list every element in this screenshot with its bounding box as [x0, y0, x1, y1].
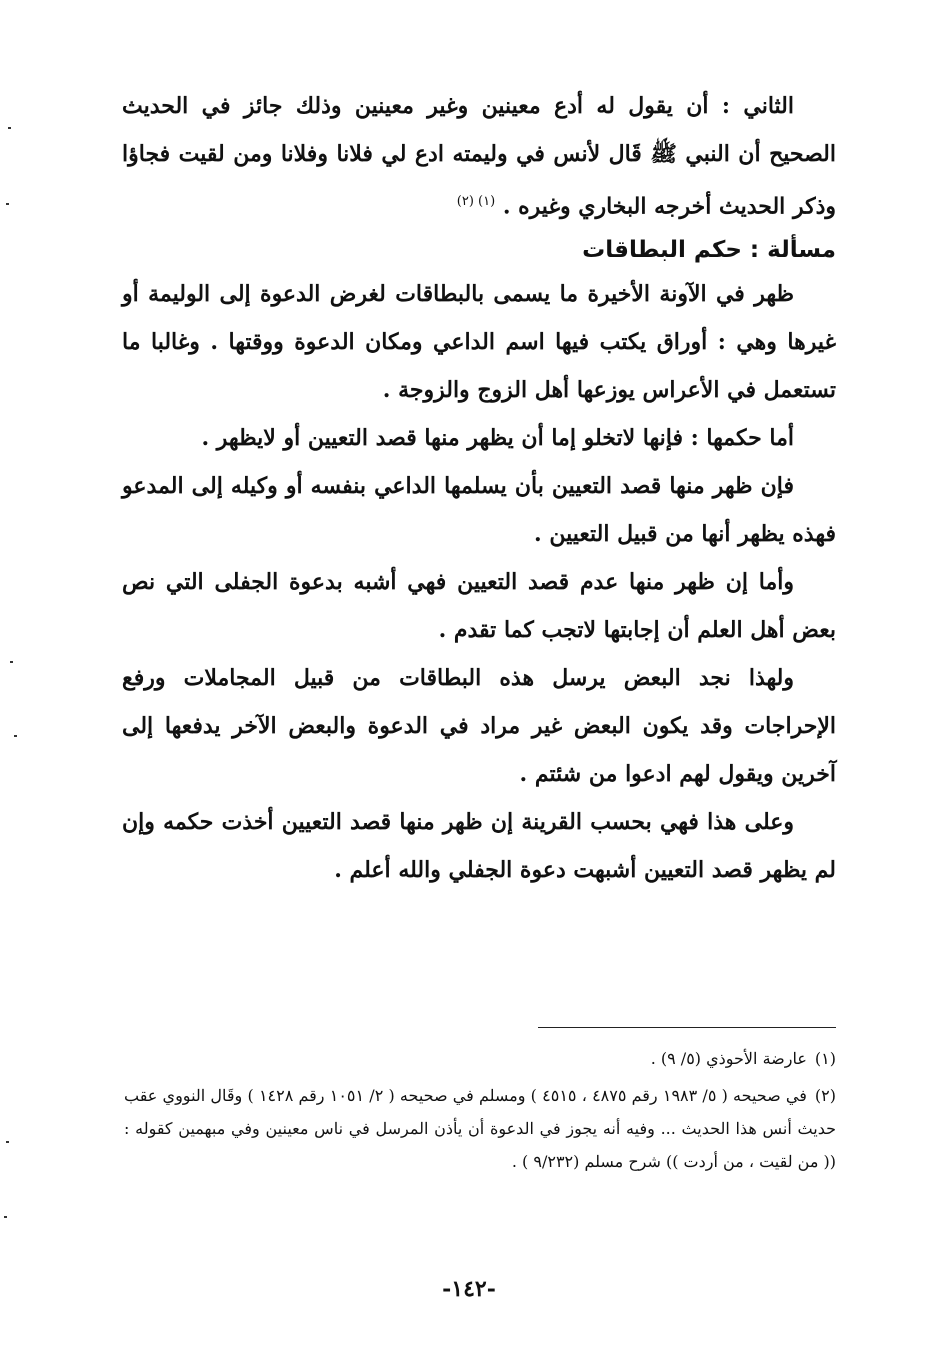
footnote-separator — [538, 1027, 836, 1028]
paragraph-4: فإن ظهر منها قصد التعيين بأن يسلمها الداعي بنفسه أو وكيله إلى المدعو فهذه يظهر أنها من قبيل التعيين . — [122, 473, 836, 548]
paragraph-2: ظهر في الآونة الأخيرة ما يسمى بالبطاقات لغرض الدعوة إلى الوليمة أو غيرها وهي : أوراق يكتب فيها اسم الداعي ومكان الدعوة ووقتها . وغالبا ما تستعمل في الأعراس يوزعها أهل الزوج والزوجة . — [122, 281, 836, 404]
paragraph-1 — [122, 82, 836, 230]
paragraph-5: وأما إن ظهر منها عدم قصد التعيين فهي أشبه بدعوة الجفلى التي نص بعض أهل العلم أن إجابتها لاتجب كما تقدم . — [122, 569, 836, 644]
footnote-1 — [124, 1042, 836, 1075]
footnote-reference: (١) (٢) — [456, 194, 496, 209]
footnote-2-text: في صحيحه ( ٥/ ١٩٨٣ رقم ٤٨٧٥ ، ٤٥١٥ ) ومسلم في صحيحه ( ٢/ ١٠٥١ رقم ١٤٢٨ ) وقَال النووي عقب حديث أنس هذا الحديث ... وفيه أنه يجوز في الدعوة أن يأذن المرسل في ناس معينين وفي مبهمين كقوله :(( من لقيت ، من أردت )) شرح مسلم (٩/٢٣٢ ) . — [124, 1086, 836, 1171]
scan-speck — [8, 127, 11, 129]
scan-speck — [4, 1216, 7, 1218]
paragraph-3: أما حكمها : فإنها لاتخلو إما أن يظهر منها قصد التعيين أو لايظهر . — [201, 425, 794, 452]
footnotes — [124, 1042, 836, 1182]
paragraph-1-text: الثاني : أن يقول له أدع معينين وغير معينين وذلك جائز في الحديث الصحيح أن النبي ﷺ قَال لأنس في وليمته ادع لي فلانا وفلانا ومن لقيت فجاؤا وذكر الحديث أخرجه البخاري وغيره . — [122, 93, 836, 220]
main-text — [122, 82, 836, 894]
footnote-2 — [124, 1079, 836, 1178]
scan-speck — [10, 661, 13, 663]
footnote-1-number: (١) — [814, 1049, 836, 1068]
paragraph-7: وعلى هذا فهي بحسب القرينة إن ظهر منها قصد التعيين أخذت حكمه وإن لم يظهر قصد التعيين أشبهت دعوة الجفلي والله أعلم . — [122, 809, 836, 884]
scan-speck — [14, 735, 17, 737]
footnote-2-number: (٢) — [814, 1086, 836, 1105]
scan-speck — [6, 1141, 9, 1143]
paragraph-6: ولهذا نجد البعض يرسل هذه البطاقات من قبيل المجاملات ورفع الإحراجات وقد يكون البعض غير مراد في الدعوة والبعض الآخر يدفعها إلى آخرين ويقول لهم ادعوا من شئتم . — [122, 665, 836, 788]
section-heading: مسألة : حكم البطاقات — [582, 237, 836, 264]
scan-speck — [6, 203, 9, 205]
page-number: -١٤٢- — [442, 1276, 496, 1302]
footnote-1-text: عارضة الأحوذي (٥/ ٩) . — [650, 1049, 807, 1068]
